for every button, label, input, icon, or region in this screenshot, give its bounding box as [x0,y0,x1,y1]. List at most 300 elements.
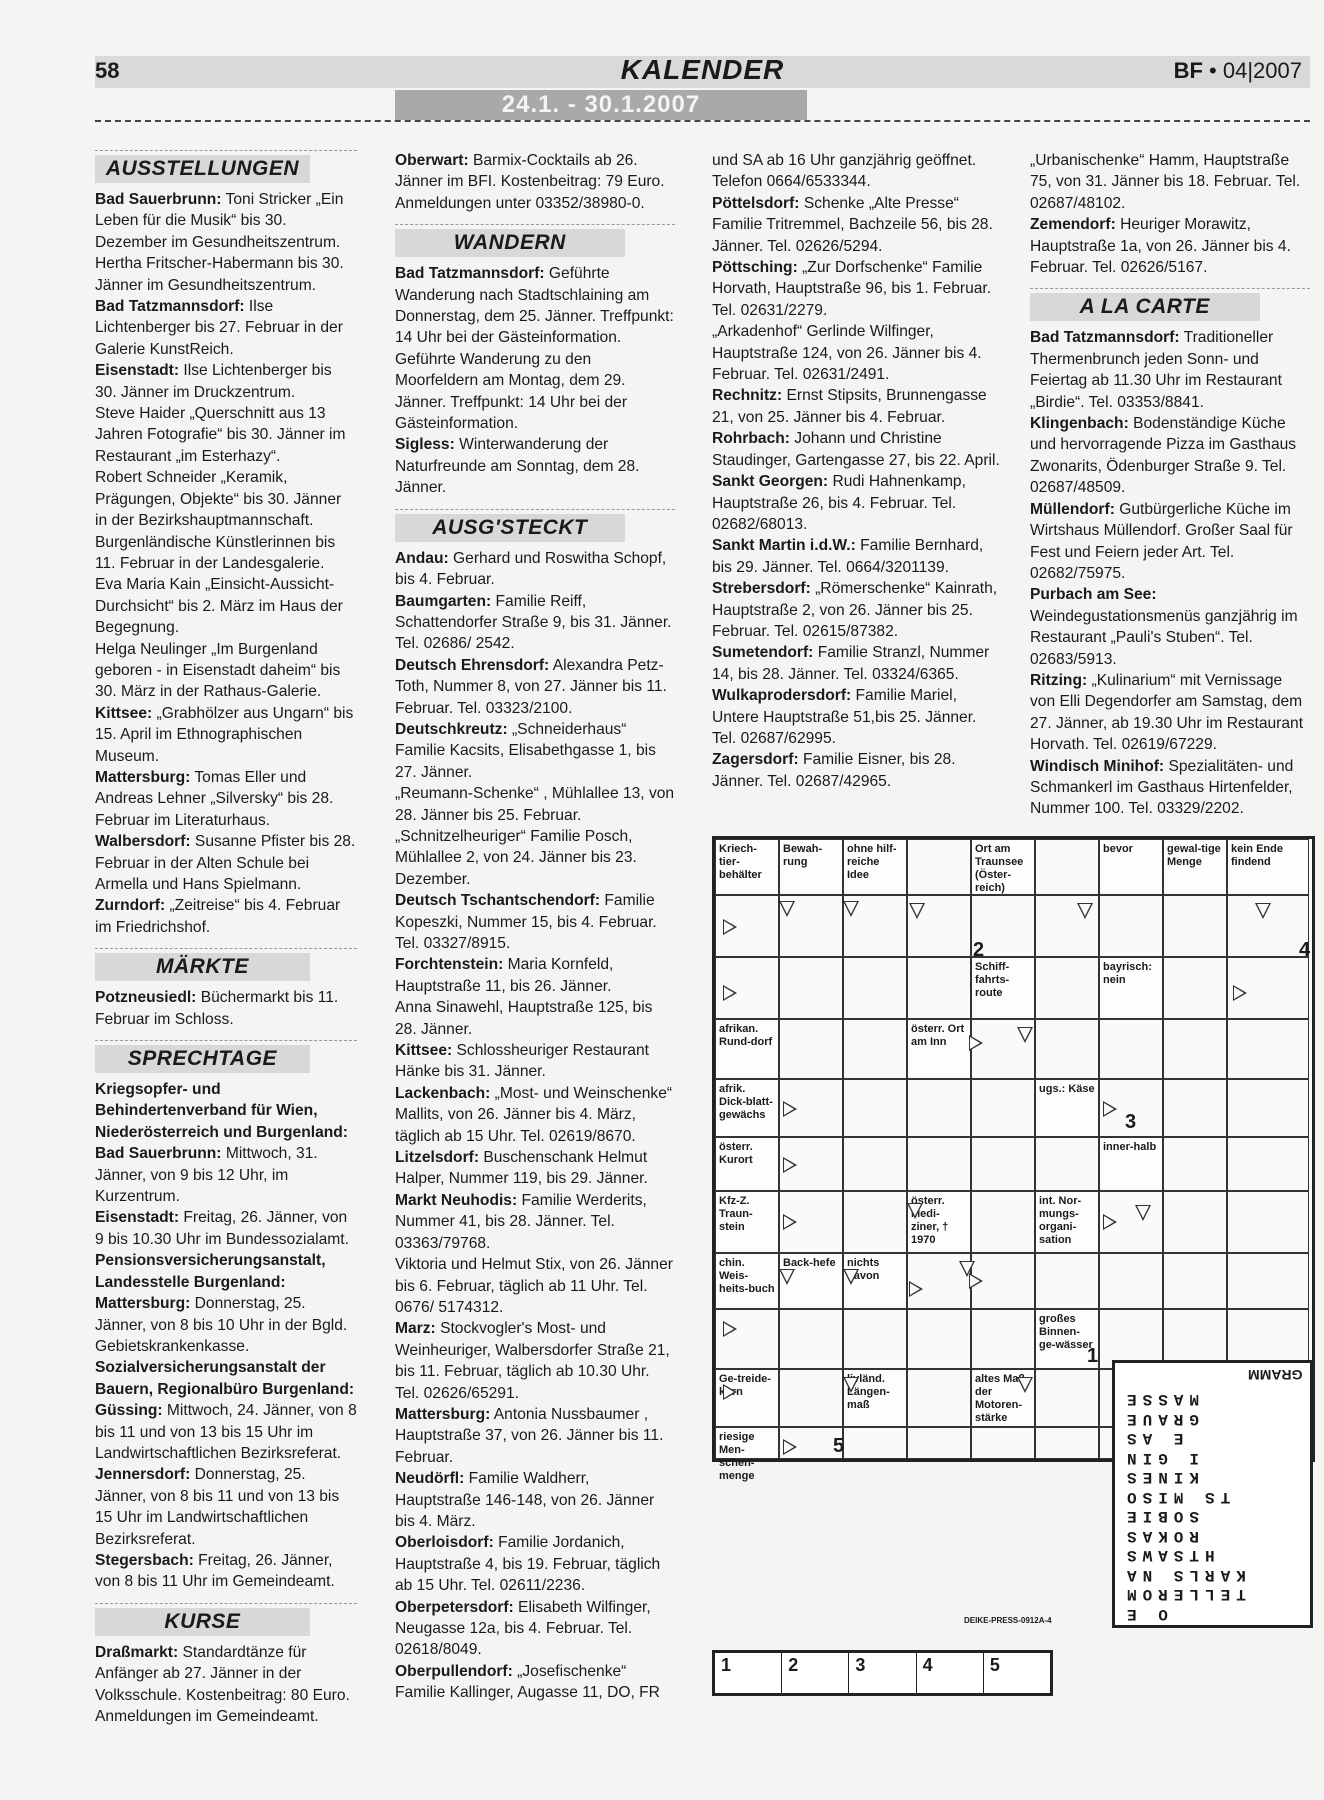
listing-entry [95,253,357,296]
listing-entry [95,987,357,1030]
listing-entry [395,783,675,826]
listing-entry [95,1143,357,1207]
mini-puzzle-row: TS MISO [1121,1487,1231,1506]
listing-entry [95,360,357,403]
entry-text: Toni Stricker „Ein Leben für die Musik“ bis 30. Dezember im Gesundheitszentrum. [95,191,344,251]
crossword-cell[interactable] [907,1427,971,1459]
right-arrow-icon [783,1214,797,1230]
listing-entry [395,548,675,591]
entry-place: Kriegsopfer- und Behindertenverband für Wien, Niederösterreich und Burgenland: [95,1081,349,1141]
crossword-cell[interactable] [843,1079,907,1137]
entry-text: Antonia Nussbaumer , Hauptstraße 37, von 26. Jänner bis 11. Februar. [395,1405,664,1466]
crossword-clue: österr. Ort am Inn [907,1019,971,1079]
section-label: WANDERN [395,229,625,257]
listing-entry [95,296,357,360]
entry-place: Andau: [395,549,449,567]
listing-entry [712,471,1004,535]
entry-text: Familie Werderits, Nummer 41, bis 28. Jänner. Tel. 03363/79768. [395,1191,647,1252]
solution-box[interactable]: 4 [917,1653,984,1693]
solution-bar [712,1650,1053,1696]
mini-puzzle-row: KINES [1121,1468,1200,1486]
crossword-cell[interactable] [1035,1019,1099,1079]
entry-text: Hertha Fritscher-Habermann bis 30. Jänner im Gesundheitszentrum. [95,255,344,294]
crossword-clue: Kriech-tier-behälter [715,839,779,895]
entry-text: und SA ab 16 Uhr ganzjährig geöffnet. Telefon 0664/6533344. [712,152,977,191]
crossword-cell[interactable] [715,1309,779,1369]
crossword-clue: Ort am Traunsee (Öster-reich) [971,839,1035,895]
entry-text: Maria Kornfeld, Hauptstraße 11, bis 26. Jänner. [395,956,614,995]
entry-place: Markt Neuhodis: [395,1191,518,1209]
entry-text: Ilse Lichtenberger bis 30. Jänner im Druckzentrum. [95,362,332,401]
listing-entry [95,1400,357,1464]
crossword-cell[interactable] [779,1369,843,1427]
crossword-cell[interactable] [843,1191,907,1253]
crossword-clue: Schiff-fahrts-route [971,957,1035,1019]
entry-text: Steve Haider „Querschnitt aus 13 Jahren Fotografie“ bis 30. Jänner im Restaurant „im Esterhazy“. [95,405,346,465]
puzzle-credit: DEIKE-PRESS-0912A-4 [964,1616,1052,1625]
page-number: 58 [95,58,120,83]
entry-text: Familie Mariel, Untere Hauptstraße 51,bis 25. Jänner. Tel. 02687/62995. [712,687,977,747]
entry-place: Bad Tatzmannsdorf: [395,265,545,283]
entry-text: Traditioneller Thermenbrunch jeden Sonn- und Feiertag ab 11.30 Uhr im Restaurant „Birdie“. Tel. 03353/8841. [1030,329,1282,411]
listing-entry [95,1079,357,1143]
entry-place: Draßmarkt: [95,1643,179,1661]
crossword-cell[interactable] [971,1137,1035,1191]
right-arrow-icon [723,919,737,935]
entry-text: Geführte Wanderung zu den Moorfeldern am Montag, dem 29. Jänner. Treffpunkt: 14 Uhr bei der Gästeinformation. [395,350,628,433]
crossword-cell[interactable] [1035,957,1099,1019]
listing-entry [1030,670,1310,756]
entry-text: „Urbanischenke“ Hamm, Hauptstraße 75, von 31. Jänner bis 18. Februar. Tel. 02687/48102. [1030,152,1301,212]
crossword-cell[interactable] [1227,1253,1309,1309]
entry-place: Mattersburg: [395,1405,491,1423]
entry-text: Donnerstag, 25. Jänner, von 8 bis 11 und von 13 bis 15 Uhr im Landwirtschaftlichen Bezirksreferat. [95,1466,340,1548]
header-divider [95,120,1310,122]
right-arrow-icon [723,1321,737,1337]
listing-entry [712,749,1004,792]
section-label: KURSE [95,1608,310,1636]
entry-text: Familie Kopeszki, Nummer 15, bis 4. Februar. Tel. 03327/8915. [395,892,657,952]
crossword-cell[interactable] [1099,1253,1163,1309]
entry-place: Walbersdorf: [95,833,191,851]
mini-puzzle-row: O E [1121,1604,1168,1623]
entry-place: Ritzing: [1030,671,1088,689]
listing-entry [95,1207,357,1250]
entry-text: Rudi Hahnenkamp, Hauptstraße 26, bis 4. Februar. Tel. 02682/68013. [712,473,966,533]
down-arrow-icon [1077,903,1093,919]
crossword-cell[interactable] [843,957,907,1019]
crossword-cell[interactable] [907,1137,971,1191]
listing-entry [395,263,675,349]
listing-entry [395,1190,675,1254]
listing-entry [712,535,1004,578]
entry-place: Neudörfl: [395,1470,465,1488]
crossword-cell[interactable] [1099,1019,1163,1079]
entry-place: Sozialversicherungsanstalt der Bauern, Regionalbüro Burgenland: [95,1359,355,1398]
listing-entry [95,532,357,575]
listing-entry [95,1293,357,1357]
crossword-cell[interactable] [1099,895,1163,957]
entry-text: Familie Waldherr, Hauptstraße 146-148, von 26. Jänner bis 4. März. [395,1470,655,1530]
entry-place: Strebersdorf: [712,580,811,598]
down-arrow-icon [1017,1377,1033,1393]
column-3 [712,150,1004,792]
page-title: KALENDER [620,54,785,85]
listing-entry [95,1550,357,1593]
entry-place: Eisenstadt: [95,1209,180,1227]
section-heading [95,1040,357,1073]
entry-text: „Zeitreise“ bis 4. Februar im Friedrichshof. [95,897,341,936]
mini-puzzle-row: TELLEROM [1121,1585,1246,1603]
crossword-cell[interactable] [1035,1137,1099,1191]
entry-place: Potzneusiedl: [95,989,197,1007]
listing-entry [1030,499,1310,585]
section-label: AUSSTELLUNGEN [95,155,310,183]
crossword-cell[interactable] [1035,839,1099,895]
listing-entry [95,831,357,895]
crossword-clue: Kfz-Z. Traun-stein [715,1191,779,1253]
crossword-clue: afrik. Dick-blatt-gewächs [715,1079,779,1137]
crossword-clue: ugs.: Käse [1035,1079,1099,1137]
section-label: A LA CARTE [1030,293,1260,321]
entry-text: „Schnitzelheuriger“ Familie Posch, Mühlallee 2, von 24. Jänner bis 23. Dezember. [395,827,637,888]
entry-text: Viktoria und Helmut Stix, von 26. Jänner bis 6. Februar, täglich ab 11 Uhr. Tel. 0676/ 5174312. [395,1256,673,1316]
entry-text: Barmix-Cocktails ab 26. Jänner im BFI. Kostenbeitrag: 79 Euro. Anmeldungen unter 03352/38980-0. [395,152,665,212]
down-arrow-icon [1135,1205,1151,1221]
listing-entry [95,1250,357,1293]
entry-text: Geführte Wanderung nach Stadtschlaining am Donnerstag, dem 25. Jänner. Treffpunkt: 14 Uhr bei der Gästeinformation. [395,265,674,347]
entry-text: Familie Reiff, Schattendorfer Straße 9, bis 31. Jänner. Tel. 02686/ 2542. [395,592,672,653]
entry-place: Pöttsching: [712,259,798,277]
crossword-clue: ohne hilf-reiche Idee [843,839,907,895]
entry-text: Schlossheuriger Restaurant Hänke bis 31. Jänner. [395,1042,649,1081]
entry-text: Familie Bernhard, bis 29. Jänner. Tel. 0664/3201139. [712,537,984,576]
issue-number: 04|2007 [1222,58,1302,83]
entry-place: Deutschkreutz: [395,720,508,738]
entry-text: Donnerstag, 25. Jänner, von 8 bis 10 Uhr in der Bgld. Gebietskrankenkasse. [95,1295,348,1355]
entry-text: „Most- und Weinschenke“ Mallits, von 26. Jänner bis 4. März, täglich ab 15 Uhr. Tel. 02619/8670. [395,1084,673,1145]
solution-box[interactable]: 5 [989,1655,1000,1675]
entry-place: Pensionsversicherungsanstalt, Landesstelle Burgenland: [95,1252,326,1291]
crossword-cell[interactable] [907,1309,971,1369]
crossword-cell[interactable] [843,1137,907,1191]
mini-puzzle-row: GRAUE [1121,1409,1200,1428]
down-arrow-icon [909,903,925,919]
crossword-cell[interactable] [971,1427,1035,1459]
entry-place: Forchtenstein: [395,956,504,974]
entry-text: Freitag, 26. Jänner, von 8 bis 11 Uhr im Gemeindeamt. [95,1551,335,1591]
section-heading [95,1603,357,1636]
entry-text: Anna Sinawehl, Hauptstraße 125, bis 28. Jänner. [395,999,653,1038]
entry-text: „Grabhölzer aus Ungarn“ bis 15. April im Ethnographischen Museum. [95,704,354,765]
right-arrow-icon [1103,1214,1117,1230]
entry-place: Bad Tatzmannsdorf: [95,298,245,316]
crossword-cell[interactable] [907,1369,971,1427]
entry-place: Rohrbach: [712,430,790,448]
entry-place: Stegersbach: [95,1551,194,1569]
crossword-clue: riesige Men-schen-menge [715,1427,779,1459]
crossword-cell[interactable] [1163,1019,1227,1079]
entry-text: Mittwoch, 24. Jänner, von 8 bis 11 und von 13 bis 15 Uhr im Landwirtschaftlichen Bezirksreferat. [95,1402,357,1462]
entry-text: Eva Maria Kain „Einsicht-Aussicht-Durchsicht“ bis 2. März im Haus der Begegnung. [95,576,343,637]
mini-puzzle [1112,1360,1313,1628]
crossword-cell[interactable] [1163,1253,1227,1309]
listing-entry [95,1464,357,1550]
entry-text: Familie Jordanich, Hauptstraße 4, bis 19. Februar, täglich ab 15 Uhr. Tel. 02611/2236. [395,1534,661,1595]
right-arrow-icon [783,1101,797,1117]
mini-puzzle-row: ROKAS [1121,1526,1200,1545]
entry-place: Oberpullendorf: [395,1662,513,1680]
entry-text: Susanne Pfister bis 28. Februar in der Alten Schule bei Armella und Hans Spielmann. [95,833,356,893]
section-heading [1030,288,1310,321]
listing-entry [395,591,675,655]
listing-entry [395,954,675,997]
listing-entry [395,1404,675,1468]
right-arrow-icon [783,1439,797,1455]
entry-text: Johann und Christine Staudinger, Gartengasse 27, bis 22. April. [712,430,1000,469]
solution-box[interactable]: 2 [782,1653,849,1693]
column-2 [395,150,675,1704]
listing-entry [95,639,357,703]
listing-entry [395,1083,675,1147]
entry-text: Bodenständige Küche und hervorragende Pizza im Gasthaus Zwonarits, Ödenburger Straße 9. Tel. 02687/48509. [1030,415,1297,497]
section-heading [395,509,675,542]
mini-puzzle-row: KARLS NA [1121,1565,1246,1584]
crossword-clue: chin. Weis-heits-buch [715,1253,779,1309]
entry-place: Purbach am See: [1030,586,1157,604]
section-heading [95,150,357,183]
issue-label: BF • 04|2007 [1173,58,1302,83]
mini-puzzle-row: HTSAWS [1121,1546,1215,1564]
crossword-number: 4 [1299,939,1311,961]
right-arrow-icon [783,1157,797,1173]
crossword-cell[interactable] [971,1191,1035,1253]
section-label: AUSG'STECKT [395,514,625,542]
entry-text: „Reumann-Schenke“ , Mühlallee 13, von 28. Jänner bis 25. Februar. [395,785,675,824]
entry-place: Klingenbach: [1030,415,1129,433]
listing-entry [395,1147,675,1190]
right-arrow-icon [723,1384,737,1400]
down-arrow-icon [843,901,859,917]
entry-text: Burgenländische Künstlerinnen bis 11. Februar in der Landesgalerie. [95,533,336,572]
entry-text: Buschenschank Helmut Halper, Nummer 119, bis 29. Jänner. [395,1149,648,1188]
entry-place: Litzelsdorf: [395,1149,480,1167]
section-label: MÄRKTE [95,953,310,981]
listing-entry [95,703,357,767]
entry-text: „Josefischenke“ Familie Kallinger, Augasse 11, DO, FR [395,1662,660,1702]
date-range: 24.1. - 30.1.2007 [395,90,807,120]
crossword-number: 5 [833,1435,845,1457]
entry-text: „Römerschenke“ Kainrath, Hauptstraße 2, von 26. Jänner bis 25. Februar. Tel. 02615/87382. [712,580,998,640]
entry-place: Bad Tatzmannsdorf: [1030,329,1180,347]
crossword-number: 3 [1125,1111,1137,1133]
entry-place: Windisch Minihof: [1030,757,1165,775]
crossword-cell[interactable] [1163,957,1227,1019]
entry-place: Deutsch Tschantschendorf: [395,892,601,910]
entry-text: Mittwoch, 31. Jänner, von 9 bis 12 Uhr, im Kurzentrum. [95,1145,318,1206]
crossword-number: 1 [1087,1345,1099,1367]
entry-place: Eisenstadt: [95,362,180,380]
down-arrow-icon [1017,1027,1033,1043]
entry-text: Gerhard und Roswitha Schopf, bis 4. Februar. [395,549,667,589]
entry-text: Gutbürgerliche Küche im Wirtshaus Müllendorf. Großer Saal für Fest und Feiern jeder Art. Tel. 02682/75975. [1030,500,1293,582]
crossword-cell[interactable] [1163,1137,1227,1191]
entry-place: Bad Sauerbrunn: [95,1145,222,1163]
entry-place: Zemendorf: [1030,216,1116,234]
crossword-cell[interactable] [1227,1019,1309,1079]
listing-entry [95,189,357,253]
crossword-cell[interactable] [907,957,971,1019]
crossword-number: 2 [973,939,985,961]
listing-entry [712,150,1004,193]
entry-text: Alexandra Petz-Toth, Nummer 8, von 27. Jänner bis 11. Februar. Tel. 03323/2100. [395,656,667,717]
listing-entry [395,890,675,954]
entry-place: Marz: [395,1320,436,1338]
crossword-clue: Ge-treide-korn [715,1369,779,1427]
listing-entry [95,403,357,467]
listing-entry [395,349,675,435]
crossword-cell[interactable] [971,1309,1035,1369]
entry-text: Robert Schneider „Keramik, Prägungen, Objekte“ bis 30. Jänner in der Bezirkshauptmannschaft. [95,469,342,530]
entry-place: Oberpetersdorf: [395,1598,514,1616]
crossword-clue: kein Ende findend [1227,839,1309,895]
solution-box[interactable]: 1 [715,1653,782,1693]
crossword-cell[interactable] [907,839,971,895]
entry-place: Wulkaprodersdorf: [712,687,852,705]
crossword-cell[interactable] [1163,895,1227,957]
entry-text: Weindegustationsmenüs ganzjährig im Restaurant „Pauli's Stuben“. Tel. 02683/5913. [1030,607,1298,668]
down-arrow-icon [843,1269,859,1285]
mini-puzzle-title: GRAMM [1247,1367,1302,1383]
entry-text: „Zur Dorfschenke“ Familie Horvath, Hauptstraße 96, bis 1. Februar. Tel. 02631/2279. [712,259,992,319]
entry-text: Ernst Stipsits, Brunnengasse 21, von 25. Jänner bis 4. Februar. [712,387,987,426]
solution-box[interactable]: 3 [849,1653,916,1693]
entry-place: Mattersburg: [95,768,191,786]
listing-entry [395,997,675,1040]
crossword-clue: bevor [1099,839,1163,895]
crossword-cell[interactable] [779,1019,843,1079]
entry-place: Zurndorf: [95,897,166,915]
crossword-cell[interactable] [1035,1427,1099,1459]
crossword-cell[interactable] [779,1309,843,1369]
entry-place: Jennersdorf: [95,1466,191,1484]
listing-entry [95,767,357,831]
entry-place: Oberwart: [395,152,469,169]
listing-entry [1030,214,1310,278]
listing-entry [395,1661,675,1704]
crossword-cell[interactable] [1163,1191,1227,1253]
listing-entry [395,1318,675,1404]
crossword-clue: nichts davon [843,1253,907,1309]
crossword-cell[interactable] [843,1427,907,1459]
crossword-cell[interactable] [843,1019,907,1079]
crossword-cell[interactable] [1035,1369,1099,1427]
crossword-cell[interactable] [971,1079,1035,1137]
entry-text: Freitag, 26. Jänner, von 9 bis 10.30 Uhr im Bundessozialamt. [95,1209,349,1248]
entry-text: „Arkadenhof“ Gerlinde Wilfinger, Hauptstraße 124, von 26. Jänner bis 4. Februar. Tel. 02631/2491. [712,323,982,384]
listing-entry [395,1532,675,1596]
listing-entry [712,193,1004,257]
listing-entry [95,1642,357,1728]
entry-place: Güssing: [95,1402,163,1420]
entry-text: Heuriger Morawitz, Hauptstraße 1a, von 26. Jänner bis 4. Februar. Tel. 02626/5167. [1030,216,1291,277]
entry-text: Ilse Lichtenberger bis 27. Februar in der Galerie KunstReich. [95,298,343,358]
listing-entry [395,1468,675,1532]
crossword-cell[interactable] [1035,1253,1099,1309]
crossword-cell[interactable] [907,1079,971,1137]
entry-place: Müllendorf: [1030,500,1115,518]
entry-text: Standardtänze für Anfänger ab 27. Jänner in der Volksschule. Kostenbeitrag: 80 Euro. Anmeldungen im Gemeindeamt. [95,1643,350,1725]
entry-place: Sigless: [395,436,455,454]
right-arrow-icon [969,1035,983,1051]
listing-entry [395,1597,675,1661]
mini-puzzle-row: SOBIE [1121,1507,1200,1525]
entry-text: Tomas Eller und Andreas Lehner „Silversky“ bis 28. Februar im Literaturhaus. [95,768,334,829]
entry-text: Büchermarkt bis 11. Februar im Schloss. [95,989,339,1028]
crossword-cell[interactable] [1163,1079,1227,1137]
section-label: SPRECHTAGE [95,1045,310,1073]
entry-text: „Schneiderhaus“ Familie Kacsits, Elisabethgasse 1, bis 27. Jänner. [395,720,656,781]
entry-place: Kittsee: [95,704,153,722]
mini-puzzle-row: E AS [1121,1429,1184,1447]
listing-entry [712,578,1004,642]
crossword-clue: gewal-tige Menge [1163,839,1227,895]
listing-entry [1030,756,1310,820]
entry-place: Sumetendorf: [712,644,814,662]
entry-text: Schenke „Alte Presse“ Familie Tritremmel, Bachzeile 56, bis 28. Jänner. Tel. 02626/5294. [712,194,993,255]
listing-entry [395,826,675,890]
crossword-cell[interactable] [779,957,843,1019]
listing-entry [712,685,1004,749]
crossword-cell[interactable] [1227,1191,1309,1253]
column-4 [1030,150,1310,820]
crossword-clue: Bewah-rung [779,839,843,895]
listing-entry [1030,150,1310,214]
right-arrow-icon [909,1281,923,1297]
crossword-clue: großes Binnen-ge-wässer [1035,1309,1099,1369]
listing-entry [95,1357,357,1400]
brand: BF [1173,58,1203,83]
entry-place: Lackenbach: [395,1084,491,1102]
crossword-cell[interactable] [1227,1079,1309,1137]
entry-place: Rechnitz: [712,387,783,405]
down-arrow-icon [843,1377,859,1393]
column-1 [95,150,357,1727]
crossword-clue: bayrisch: nein [1099,957,1163,1019]
right-arrow-icon [969,1273,983,1289]
crossword-clue: afrikan. Rund-dorf [715,1019,779,1079]
entry-place: Pöttelsdorf: [712,194,800,212]
crossword-cell[interactable] [1227,1137,1309,1191]
entry-text: Winterwanderung der Naturfreunde am Sonntag, dem 28. Jänner. [395,436,640,497]
listing-entry [395,1254,675,1318]
listing-entry [395,1040,675,1083]
listing-entry [395,719,675,783]
entry-text: Helga Neulinger „Im Burgenland geboren - in Eisenstadt daheim“ bis 30. März in der Rathaus-Galerie. [95,640,341,701]
right-arrow-icon [723,985,737,1001]
entry-text: Familie Eisner, bis 28. Jänner. Tel. 02687/42965. [712,751,956,790]
listing-entry [395,434,675,498]
crossword-clue: inner-halb [1099,1137,1163,1191]
mini-puzzle-row: I GIN [1121,1448,1200,1467]
entry-place: Zagersdorf: [712,751,799,769]
entry-place: Mattersburg: [95,1295,191,1313]
listing-entry [95,574,357,638]
entry-text: Elisabeth Wilfinger, Neugasse 12a, bis 4. Februar. Tel. 02618/8049. [395,1598,651,1659]
crossword-clue: altes Maß der Motoren-stärke [971,1369,1035,1427]
section-heading [395,224,675,257]
crossword-cell[interactable] [843,1309,907,1369]
